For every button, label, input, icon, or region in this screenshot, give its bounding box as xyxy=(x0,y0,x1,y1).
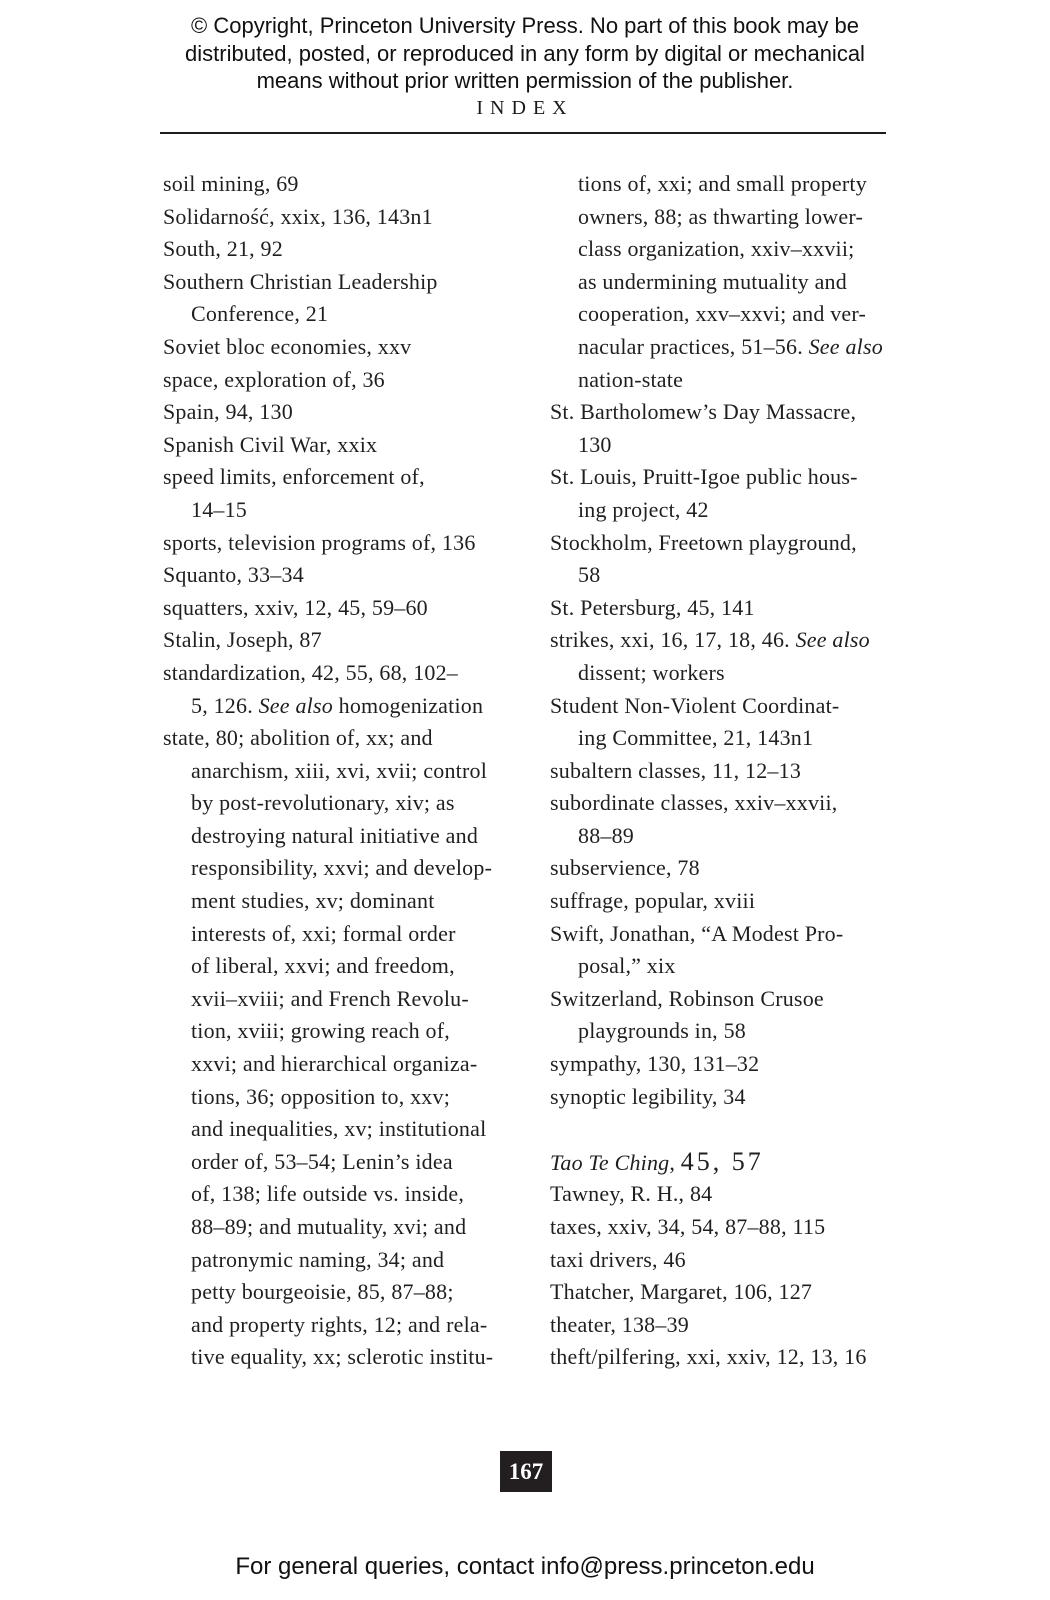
index-text-segment: standardization, 42, 55, 68, 102– xyxy=(163,659,458,685)
index-text-segment: responsibility, xxvi; and develop- xyxy=(191,855,493,881)
index-line xyxy=(550,1341,930,1374)
index-text-segment: Tao Te Ching xyxy=(550,1149,670,1175)
index-line xyxy=(163,331,538,364)
index-line xyxy=(163,755,538,788)
index-text-segment: tions, 36; opposition to, xxv; xyxy=(191,1083,451,1109)
index-line xyxy=(163,657,538,690)
index-line xyxy=(163,592,538,625)
index-line xyxy=(550,1211,930,1244)
index-text-segment: 45, 57 xyxy=(680,1146,764,1176)
index-text-segment: homogenization xyxy=(332,692,484,718)
index-text-segment: 58 xyxy=(578,562,601,588)
index-line xyxy=(163,624,538,657)
index-line xyxy=(550,1244,930,1277)
index-line xyxy=(163,266,538,299)
index-line xyxy=(163,983,538,1016)
index-text-segment: xvii–xviii; and French Revolu- xyxy=(191,985,469,1011)
index-text-segment: Soviet bloc economies, xxv xyxy=(163,333,412,359)
index-text-segment: playgrounds in, 58 xyxy=(578,1018,746,1044)
index-text-segment: Spanish Civil War, xxix xyxy=(163,431,378,457)
index-text-segment: and property rights, 12; and rela- xyxy=(191,1311,488,1337)
index-text-segment: suffrage, popular, xviii xyxy=(550,888,756,914)
index-text-segment: theater, 138–39 xyxy=(550,1311,689,1337)
index-line xyxy=(163,885,538,918)
index-text-segment: space, exploration of, 36 xyxy=(163,366,385,392)
index-text-segment: 88–89; and mutuality, xvi; and xyxy=(191,1214,467,1239)
index-text-segment: order of, 53–54; Lenin’s idea xyxy=(191,1148,453,1174)
index-column-left xyxy=(163,168,538,1374)
index-line xyxy=(550,722,930,755)
index-text-segment: posal,” xix xyxy=(578,953,676,979)
index-line xyxy=(550,559,930,592)
index-line xyxy=(163,950,538,983)
index-text-segment: Tawney, R. H., 84 xyxy=(550,1181,713,1207)
index-line xyxy=(550,298,930,331)
index-line xyxy=(550,1048,930,1081)
index-text-segment: subaltern classes, 11, 12–13 xyxy=(550,757,802,783)
index-line xyxy=(163,461,538,494)
index-line xyxy=(550,755,930,788)
index-text-segment: taxi drivers, 46 xyxy=(550,1246,686,1272)
index-text-segment: 14–15 xyxy=(191,496,247,522)
index-line xyxy=(550,950,930,983)
index-column-right xyxy=(550,168,930,1374)
index-line xyxy=(550,657,930,690)
index-text-segment: theft/pilfering, xxi, xxiv, 12, 13, 16 xyxy=(550,1344,867,1370)
index-line xyxy=(163,1309,538,1342)
index-line xyxy=(163,1341,538,1374)
index-text-segment: soil mining, 69 xyxy=(163,171,299,196)
index-line xyxy=(163,1146,538,1179)
index-text-segment: nacular practices, 51–56. xyxy=(578,333,809,359)
index-line xyxy=(550,527,930,560)
index-text-segment: tion, xviii; growing reach of, xyxy=(191,1018,450,1044)
index-text-segment: strikes, xxi, 16, 17, 18, 46. xyxy=(550,627,796,653)
index-line xyxy=(163,201,538,234)
index-text-segment: anarchism, xiii, xvi, xvii; control xyxy=(191,757,488,783)
index-line xyxy=(163,852,538,885)
index-text-segment: St. Petersburg, 45, 141 xyxy=(550,594,755,620)
index-line xyxy=(163,1244,538,1277)
copyright-line: distributed, posted, or reproduced in any form by digital or mechanical xyxy=(185,40,865,66)
index-text-segment: and inequalities, xv; institutional xyxy=(191,1116,487,1142)
index-text-segment: ing project, 42 xyxy=(578,496,709,522)
copyright-line: © Copyright, Princeton University Press. No part of this book may be xyxy=(191,13,859,38)
page-number-badge: 167 xyxy=(500,1451,552,1492)
index-text-segment: St. Bartholomew’s Day Massacre, xyxy=(550,399,857,425)
index-text-segment: taxes, xxiv, 34, 54, 87–88, 115 xyxy=(550,1214,826,1239)
index-line xyxy=(550,885,930,918)
index-text-segment: Southern Christian Leadership xyxy=(163,268,438,294)
index-line xyxy=(550,494,930,527)
index-text-segment: as undermining mutuality and xyxy=(578,268,847,294)
index-line xyxy=(163,168,538,201)
index-text-segment: South, 21, 92 xyxy=(163,236,283,262)
index-text-segment: , xyxy=(669,1149,681,1175)
index-line xyxy=(550,1081,930,1114)
index-text-segment: state, 80; abolition of, xx; and xyxy=(163,725,433,751)
index-line xyxy=(163,1113,538,1146)
index-text-segment: nation-state xyxy=(578,366,684,392)
index-text-segment: See also xyxy=(258,692,333,718)
index-text-segment: of, 138; life outside vs. inside, xyxy=(191,1181,465,1207)
index-line xyxy=(550,461,930,494)
index-text-segment: ment studies, xv; dominant xyxy=(191,888,435,914)
index-line xyxy=(163,820,538,853)
index-text-segment: xxvi; and hierarchical organiza- xyxy=(191,1051,478,1077)
index-text-segment: 5, 126. xyxy=(191,692,259,718)
copyright-notice xyxy=(0,12,1050,95)
index-line xyxy=(550,1309,930,1342)
index-line xyxy=(163,1211,538,1244)
index-line xyxy=(550,1146,930,1179)
index-line xyxy=(163,1276,538,1309)
index-text-segment: cooperation, xxv–xxvi; and ver- xyxy=(578,301,867,327)
index-line xyxy=(550,820,930,853)
index-text-segment: Switzerland, Robinson Crusoe xyxy=(550,985,824,1011)
index-line xyxy=(550,787,930,820)
index-text-segment: Swift, Jonathan, “A Modest Pro- xyxy=(550,920,844,946)
index-text-segment: Student Non-Violent Coordinat- xyxy=(550,692,840,718)
index-line xyxy=(550,233,930,266)
index-line xyxy=(550,168,930,201)
index-line xyxy=(163,396,538,429)
index-line xyxy=(163,494,538,527)
index-line xyxy=(550,1276,930,1309)
index-line xyxy=(163,527,538,560)
index-text-segment: squatters, xxiv, 12, 45, 59–60 xyxy=(163,594,428,620)
index-text-segment: ing Committee, 21, 143n1 xyxy=(578,725,814,751)
index-line xyxy=(550,918,930,951)
index-line xyxy=(163,233,538,266)
copyright-line: means without prior written permission of the publisher. xyxy=(256,68,794,93)
index-text-segment: synoptic legibility, 34 xyxy=(550,1083,746,1109)
index-text-segment: Thatcher, Margaret, 106, 127 xyxy=(550,1279,813,1305)
index-line xyxy=(550,1178,930,1211)
index-line xyxy=(163,1015,538,1048)
index-line xyxy=(163,918,538,951)
index-line xyxy=(163,690,538,723)
index-text-segment: class organization, xxiv–xxvii; xyxy=(578,236,855,262)
index-text-segment: See also xyxy=(795,627,870,653)
index-line xyxy=(163,1081,538,1114)
index-text-segment: 130 xyxy=(578,431,612,457)
index-text-segment: Solidarność, xxix, 136, 143n1 xyxy=(163,203,433,229)
index-line xyxy=(163,787,538,820)
index-text-segment: Stalin, Joseph, 87 xyxy=(163,627,322,653)
header-rule xyxy=(160,132,886,134)
index-line xyxy=(163,1048,538,1081)
index-text-segment: by post-revolutionary, xiv; as xyxy=(191,790,455,816)
index-text-segment: dissent; workers xyxy=(578,659,725,685)
index-line xyxy=(550,852,930,885)
index-line xyxy=(550,624,930,657)
index-text-segment: Stockholm, Freetown playground, xyxy=(550,529,857,555)
index-line xyxy=(550,983,930,1016)
index-line xyxy=(163,429,538,462)
index-line xyxy=(550,266,930,299)
index-line xyxy=(550,1015,930,1048)
index-line xyxy=(550,331,930,364)
index-text-segment: sports, television programs of, 136 xyxy=(163,529,476,555)
index-text-segment: Spain, 94, 130 xyxy=(163,399,293,425)
index-line xyxy=(550,690,930,723)
index-text-segment: tive equality, xx; sclerotic institu- xyxy=(191,1344,494,1370)
index-line xyxy=(163,1178,538,1211)
index-line xyxy=(550,396,930,429)
index-text-segment: See also xyxy=(808,333,883,359)
index-line xyxy=(163,559,538,592)
page-title: INDEX xyxy=(476,97,574,119)
index-text-segment: petty bourgeoisie, 85, 87–88; xyxy=(191,1279,454,1305)
index-text-segment: destroying natural initiative and xyxy=(191,822,479,848)
section-break xyxy=(550,1113,930,1146)
index-line xyxy=(163,298,538,331)
index-text-segment: 88–89 xyxy=(578,822,634,848)
index-line xyxy=(163,364,538,397)
index-text-segment: patronymic naming, 34; and xyxy=(191,1246,445,1272)
footer-contact: For general queries, contact info@press.princeton.edu xyxy=(235,1553,815,1580)
index-line xyxy=(550,592,930,625)
index-text-segment: St. Louis, Pruitt-Igoe public hous- xyxy=(550,464,858,490)
index-text-segment: of liberal, xxvi; and freedom, xyxy=(191,953,455,979)
index-text-segment: sympathy, 130, 131–32 xyxy=(550,1051,760,1077)
index-text-segment: Conference, 21 xyxy=(191,301,329,327)
index-line xyxy=(163,722,538,755)
index-text-segment: subordinate classes, xxiv–xxvii, xyxy=(550,790,838,816)
index-text-segment: owners, 88; as thwarting lower- xyxy=(578,203,863,229)
index-text-segment: interests of, xxi; formal order xyxy=(191,920,456,946)
index-line xyxy=(550,429,930,462)
index-text-segment: subservience, 78 xyxy=(550,855,700,881)
index-line xyxy=(550,201,930,234)
index-line xyxy=(550,364,930,397)
index-text-segment: speed limits, enforcement of, xyxy=(163,464,425,490)
index-text-segment: tions of, xxi; and small property xyxy=(578,171,867,196)
index-text-segment: Squanto, 33–34 xyxy=(163,562,304,588)
